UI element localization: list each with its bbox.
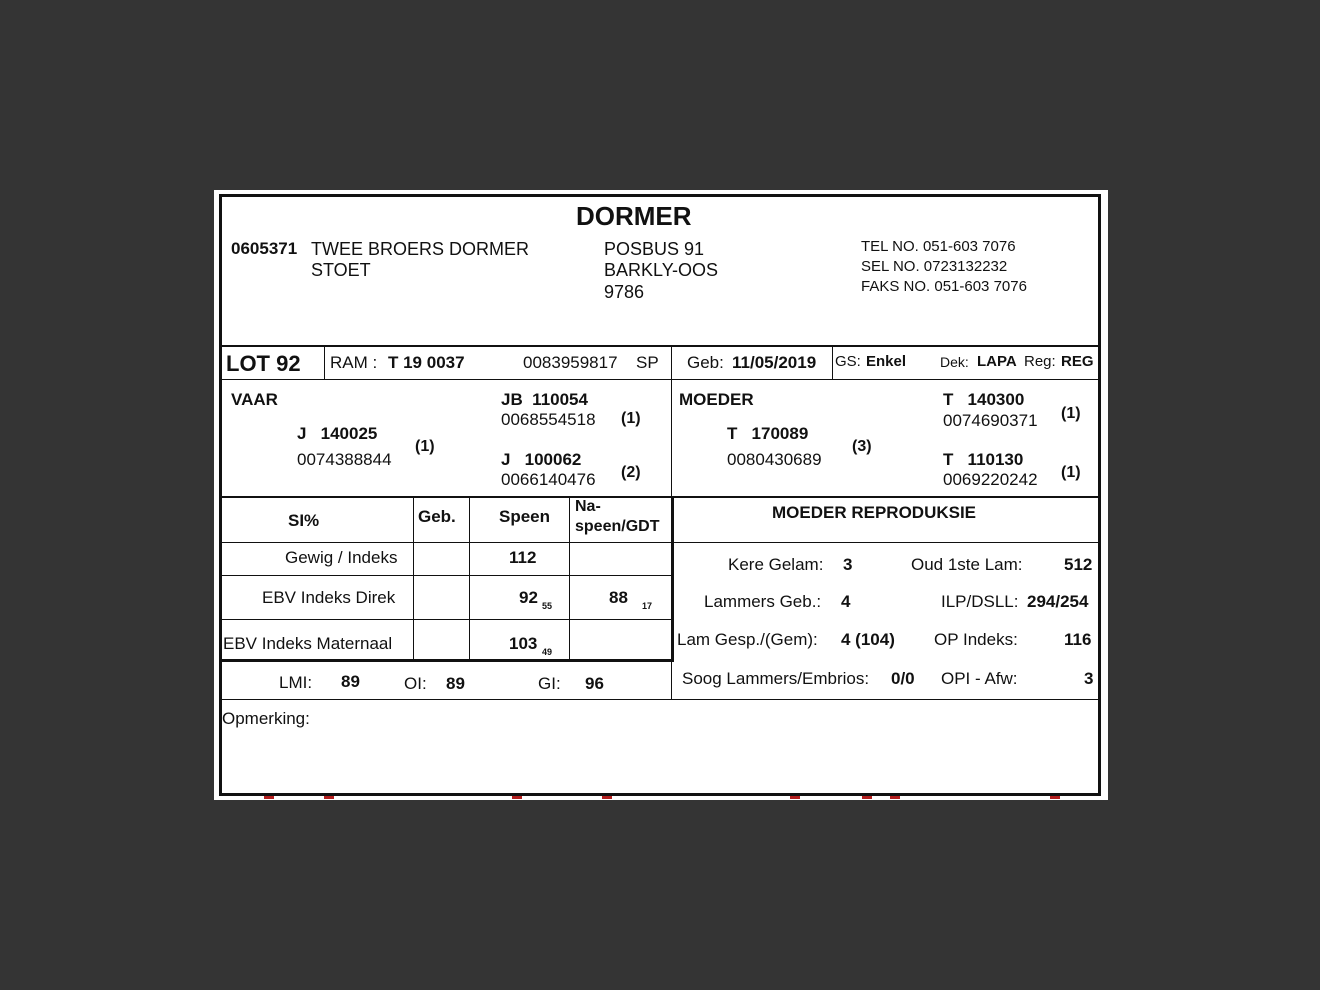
divider: [221, 379, 1099, 380]
soog-value: 0/0: [891, 669, 915, 688]
divider: [413, 497, 414, 660]
moeder-label: MOEDER: [679, 390, 754, 409]
reproduction-title: MOEDER REPRODUKSIE: [772, 503, 977, 522]
moeder-dam-count: (1): [1061, 464, 1081, 481]
lot-number: LOT 92: [226, 351, 301, 376]
naspeen-header-2: speen/GDT: [575, 518, 660, 535]
moeder-dam-reg: 0069220242: [943, 470, 1038, 489]
row-direk-na-sub: 17: [642, 601, 653, 611]
row-direk-speen: 92: [519, 588, 538, 607]
divider: [221, 575, 671, 576]
divider: [674, 542, 1099, 543]
oi-label: OI:: [404, 674, 427, 693]
gs-value: Enkel: [866, 353, 907, 370]
vaar-dam-reg: 0066140476: [501, 470, 596, 489]
breeder-number: 0605371: [231, 239, 298, 258]
address-line-2: BARKLY-OOS: [604, 260, 719, 280]
op-label: OP Indeks:: [934, 630, 1018, 649]
row-maternaal-speen: 103: [509, 634, 538, 653]
divider: [221, 496, 1099, 498]
moeder-dam-id: T 110130: [943, 450, 1024, 469]
vaar-sire-id: JB 110054: [501, 390, 588, 409]
vaar-dam-count: (2): [621, 464, 641, 481]
vaar-sire-count: (1): [621, 410, 641, 427]
vaar-reg: 0074388844: [297, 450, 392, 469]
row-gewig-label: Gewig / Indeks: [285, 548, 398, 567]
moeder-reg: 0080430689: [727, 450, 822, 469]
divider: [832, 346, 833, 379]
geb-header: Geb.: [418, 507, 456, 526]
opi-value: 3: [1084, 669, 1094, 688]
geb-date: 11/05/2019: [732, 353, 817, 372]
vaar-dam-id: J 100062: [501, 450, 582, 469]
breeder-name-2: STOET: [311, 260, 371, 280]
cropped-red-marks: [250, 796, 1070, 800]
kere-label: Kere Gelam:: [728, 555, 824, 574]
ram-sp: SP: [636, 353, 659, 372]
row-direk-label: EBV Indeks Direk: [262, 588, 396, 607]
lammers-label: Lammers Geb.:: [704, 592, 822, 611]
kere-value: 3: [843, 555, 853, 574]
faks-number: FAKS NO. 051-603 7076: [861, 278, 1027, 295]
row-maternaal-speen-sub: 49: [542, 647, 553, 657]
oud-label: Oud 1ste Lam:: [911, 555, 1023, 574]
gi-value: 96: [585, 674, 604, 693]
divider: [221, 542, 671, 543]
vaar-count: (1): [415, 438, 435, 455]
moeder-sire-reg: 0074690371: [943, 411, 1038, 430]
moeder-id: T 170089: [727, 424, 809, 443]
address-line-1: POSBUS 91: [604, 239, 705, 259]
naspeen-header: Na-: [575, 498, 601, 515]
moeder-sire-count: (1): [1061, 405, 1081, 422]
address-line-3: 9786: [604, 282, 645, 302]
ilp-label: ILP/DSLL:: [941, 592, 1019, 611]
dek-label: Dek:: [940, 354, 969, 370]
gesp-value: 4 (104): [841, 630, 895, 649]
lmi-value: 89: [341, 672, 360, 691]
row-direk-speen-sub: 55: [542, 601, 553, 611]
si-table-border: [221, 659, 674, 662]
sel-number: SEL NO. 0723132232: [861, 258, 1008, 275]
si-header: SI%: [288, 511, 320, 530]
divider: [221, 345, 1099, 347]
soog-label: Soog Lammers/Embrios:: [682, 669, 870, 688]
gesp-label: Lam Gesp./(Gem):: [677, 630, 818, 649]
divider: [324, 346, 325, 379]
row-maternaal-label: EBV Indeks Maternaal: [223, 634, 393, 653]
geb-label: Geb:: [687, 353, 724, 372]
si-table-border: [671, 496, 674, 661]
divider: [221, 619, 671, 620]
vaar-sire-reg: 0068554518: [501, 410, 596, 429]
dek-value: LAPA: [977, 353, 1017, 370]
ram-reg: 0083959817: [523, 353, 618, 372]
oi-value: 89: [446, 674, 465, 693]
vaar-id: J 140025: [297, 424, 378, 443]
row-direk-na: 88: [609, 588, 628, 607]
opi-label: OPI - Afw:: [941, 669, 1018, 688]
breed-title: DORMER: [576, 201, 692, 231]
oud-value: 512: [1064, 555, 1093, 574]
lmi-label: LMI:: [279, 673, 313, 692]
ram-label: RAM :: [330, 353, 378, 372]
remarks-label: Opmerking:: [222, 709, 310, 728]
ram-id: T 19 0037: [388, 353, 465, 372]
reg-value: REG: [1061, 353, 1094, 370]
ilp-value: 294/254: [1027, 592, 1089, 611]
row-gewig-speen: 112: [509, 548, 537, 567]
moeder-count: (3): [852, 438, 872, 455]
speen-header: Speen: [499, 507, 551, 526]
divider: [221, 699, 1099, 700]
vaar-label: VAAR: [231, 390, 278, 409]
moeder-sire-id: T 140300: [943, 390, 1025, 409]
divider: [569, 497, 570, 660]
gs-label: GS:: [835, 353, 861, 370]
divider: [469, 497, 470, 660]
lammers-value: 4: [841, 592, 851, 611]
op-value: 116: [1064, 630, 1092, 649]
gi-label: GI:: [538, 674, 561, 693]
reg-label: Reg:: [1024, 353, 1056, 370]
breeder-name: TWEE BROERS DORMER: [311, 239, 530, 259]
tel-number: TEL NO. 051-603 7076: [861, 238, 1016, 255]
